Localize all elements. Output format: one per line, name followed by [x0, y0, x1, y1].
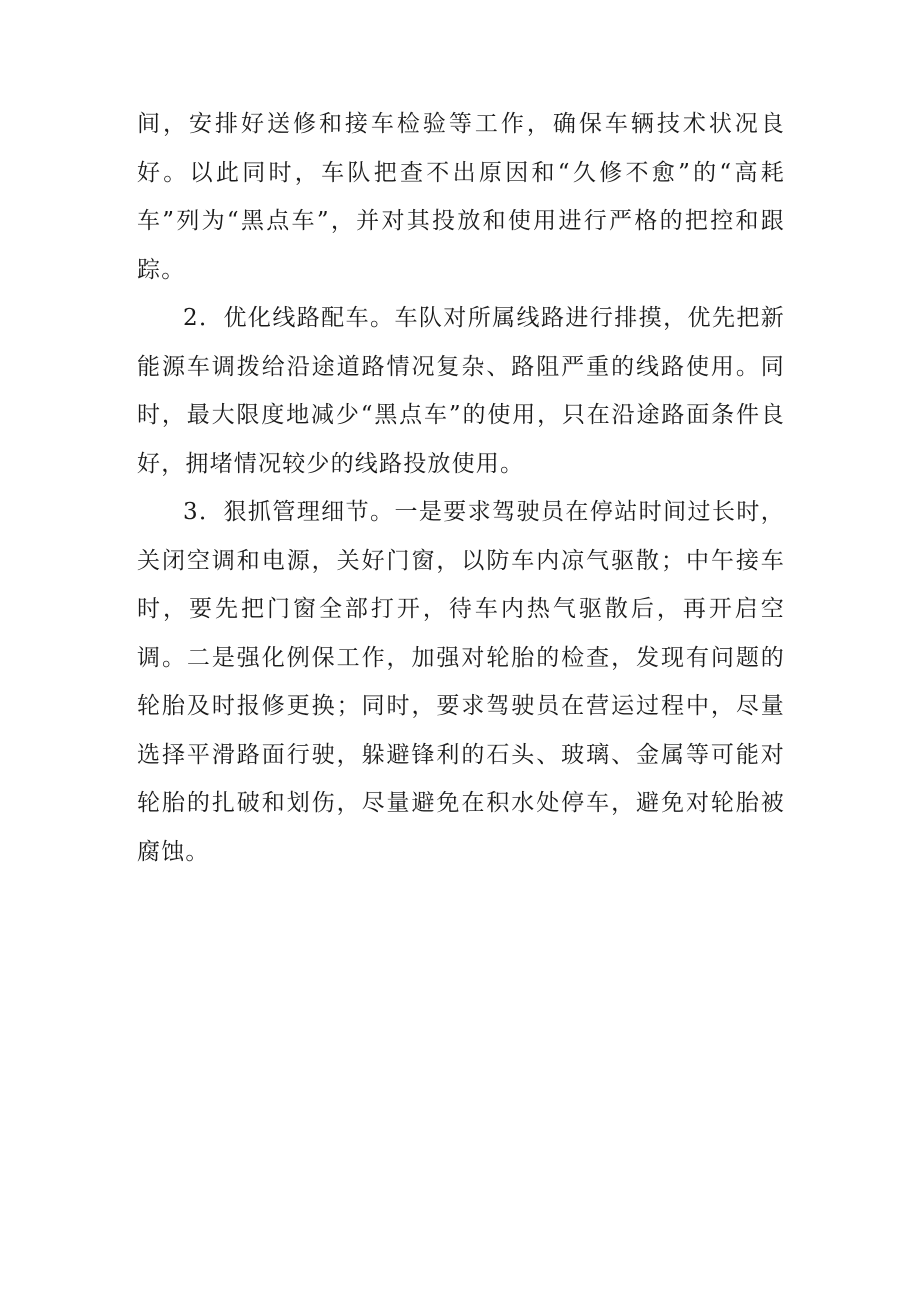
- paragraph-management-details: 3．狠抓管理细节。一是要求驾驶员在停站时间过长时，关闭空调和电源，关好门窗，以防车内凉气驱散；中午接车时，要先把门窗全部打开，待车内热气驱散后，再开启空调。二是强化例保工作，加强对轮胎的检查，发现有问题的轮胎及时报修更换；同时，要求驾驶员在营运过程中，尽量选择平滑路面行驶，躲避锋利的石头、玻璃、金属等可能对轮胎的扎破和划伤，尽量避免在积水处停车，避免对轮胎被腐蚀。: [137, 499, 785, 865]
- document-body: [137, 100, 785, 876]
- paragraph-continuation: 间，安排好送修和接车检验等工作，确保车辆技术状况良好。以此同时，车队把查不出原因和“久修不愈”的“高耗车”列为“黑点车”，并对其投放和使用进行严格的把控和跟踪。: [137, 111, 785, 283]
- paragraph-optimize-route-allocation: 2．优化线路配车。车队对所属线路进行排摸，优先把新能源车调拨给沿途道路情况复杂、路阻严重的线路使用。同时，最大限度地减少“黑点车”的使用，只在沿途路面条件良好，拥堵情况较少的线路投放使用。: [137, 305, 785, 477]
